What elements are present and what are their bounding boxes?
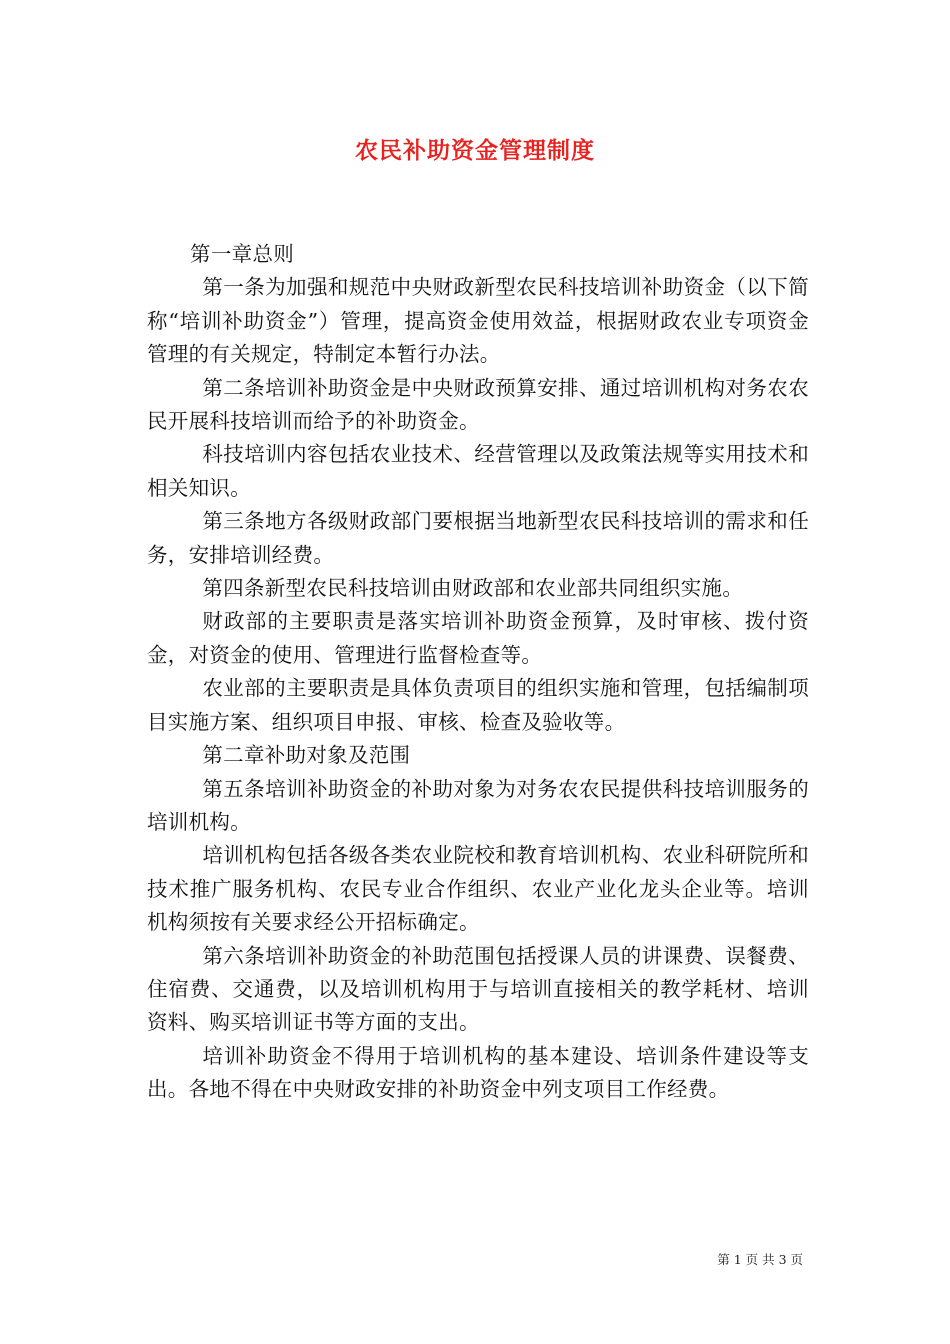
paragraph: 第四条新型农民科技培训由财政部和农业部共同组织实施。 xyxy=(202,576,744,601)
paragraph: 第一条为加强和规范中央财政新型农民科技培训补助资金（以下简称“培训补助资金”）管理，提高资金使用效益，根据财政农业专项资金管理的有关规定，特制定本暂行办法。 xyxy=(147,275,809,367)
paragraph: 农业部的主要职责是具体负责项目的组织实施和管理，包括编制项目实施方案、组织项目申报、审核、检查及验收等。 xyxy=(147,676,809,734)
document-title: 农民补助资金管理制度 xyxy=(355,138,595,164)
page-number: 第 1 页 共 3 页 xyxy=(717,1252,803,1267)
paragraph: 第二条培训补助资金是中央财政预算安排、通过培训机构对务农农民开展科技培训而给予的补助资金。 xyxy=(147,375,809,434)
paragraph: 财政部的主要职责是落实培训补助资金预算，及时审核、拨付资金，对资金的使用、管理进行监督检查等。 xyxy=(147,609,809,667)
chapter-heading: 第一章总则 xyxy=(190,242,295,266)
chapter-heading: 第二章补助对象及范围 xyxy=(202,743,411,768)
paragraph: 第五条培训补助资金的补助对象为对务农农民提供科技培训服务的培训机构。 xyxy=(147,776,809,834)
paragraph: 培训补助资金不得用于培训机构的基本建设、培训条件建设等支出。各地不得在中央财政安排的补助资金中列支项目工作经费。 xyxy=(147,1043,809,1102)
paragraph: 第六条培训补助资金的补助范围包括授课人员的讲课费、误餐费、住宿费、交通费，以及培训机构用于与培训直接相关的教学耗材、培训资料、购买培训证书等方面的支出。 xyxy=(147,943,809,1035)
document-body xyxy=(147,238,809,1107)
paragraph: 培训机构包括各级各类农业院校和教育培训机构、农业科研院所和技术推广服务机构、农民专业合作组织、农业产业化龙头企业等。培训机构须按有关要求经公开招标确定。 xyxy=(147,843,809,935)
paragraph: 科技培训内容包括农业技术、经营管理以及政策法规等实用技术和相关知识。 xyxy=(147,442,809,500)
paragraph: 第三条地方各级财政部门要根据当地新型农民科技培训的需求和任务，安排培训经费。 xyxy=(147,509,809,567)
